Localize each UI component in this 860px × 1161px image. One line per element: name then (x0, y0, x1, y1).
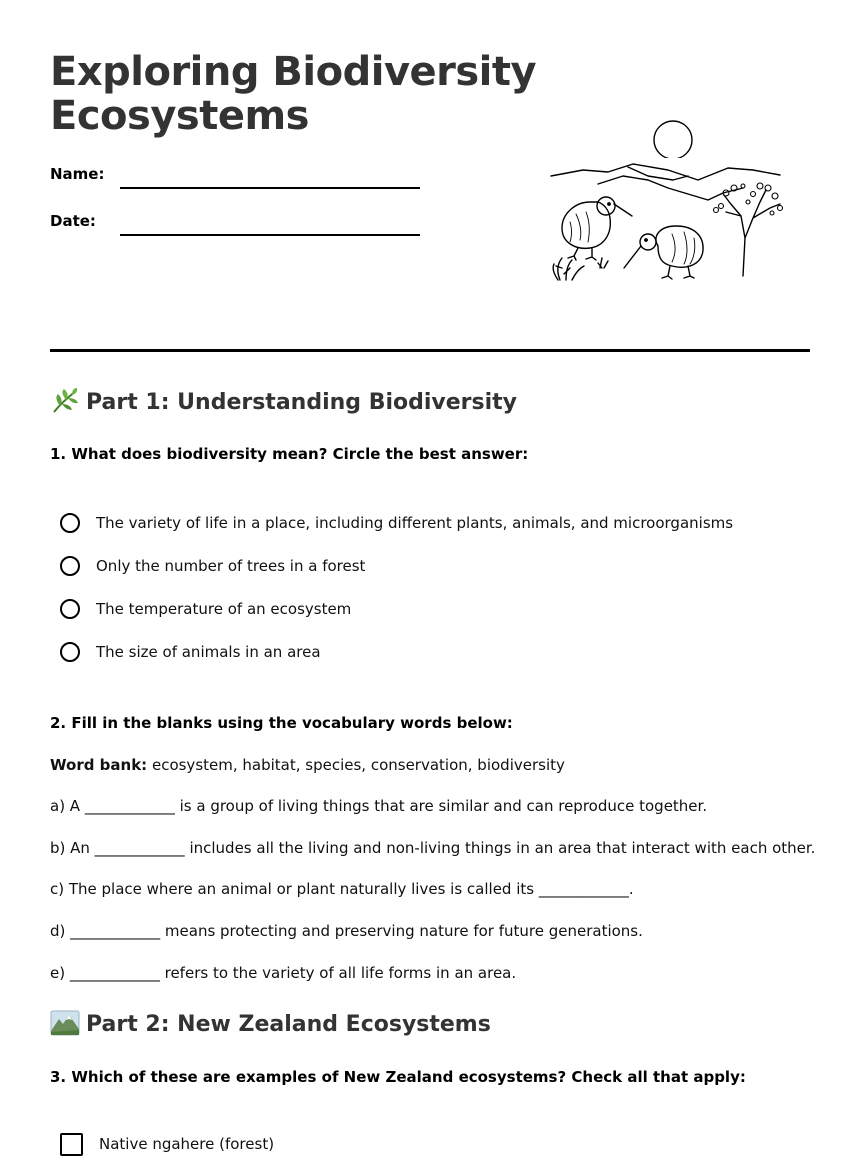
fern-icon (553, 258, 584, 280)
q1-option-label: The variety of life in a place, including different plants, animals, and microorganisms (96, 514, 734, 532)
radio-circle-icon[interactable] (60, 642, 80, 662)
kiwi-icon (656, 226, 703, 267)
blank-item-a: a) A ____________ is a group of living things that are similar and can reproduce together. (50, 797, 708, 815)
checkbox-icon[interactable] (60, 1133, 83, 1156)
section-divider (50, 349, 810, 352)
date-field[interactable] (120, 234, 420, 236)
question-1-prompt: 1. What does biodiversity mean? Circle the best answer: (50, 445, 529, 463)
q1-option-2[interactable] (60, 554, 365, 578)
name-label: Name: (50, 165, 105, 183)
q1-option-3[interactable] (60, 597, 351, 621)
mountain-landscape-icon (50, 1010, 80, 1036)
part2-heading (50, 1010, 491, 1037)
q1-option-label: The size of animals in an area (96, 643, 321, 661)
word-bank-label: Word bank: (50, 756, 148, 774)
worksheet-title (50, 50, 536, 138)
radio-circle-icon[interactable] (60, 513, 80, 533)
part2-heading-text: Part 2: New Zealand Ecosystems (86, 1012, 491, 1037)
q1-option-1[interactable] (60, 511, 733, 535)
question-3-prompt: 3. Which of these are examples of New Zealand ecosystems? Check all that apply: (50, 1068, 746, 1086)
radio-circle-icon[interactable] (60, 556, 80, 576)
part1-heading (50, 388, 517, 415)
blank-item-c: c) The place where an animal or plant naturally lives is called its ____________. (50, 880, 634, 898)
word-bank (50, 756, 565, 774)
name-field[interactable] (120, 187, 420, 189)
date-label: Date: (50, 212, 96, 230)
q1-option-4[interactable] (60, 640, 321, 664)
part1-heading-text: Part 1: Understanding Biodiversity (86, 390, 518, 415)
herb-icon (50, 388, 80, 414)
q3-option-label: Native ngahere (forest) (99, 1135, 275, 1153)
q1-option-label: Only the number of trees in a forest (96, 557, 366, 575)
q1-option-label: The temperature of an ecosystem (96, 600, 352, 618)
radio-circle-icon[interactable] (60, 599, 80, 619)
worksheet-title-text: Exploring Biodiversity Ecosystems (50, 49, 537, 139)
blank-item-d: d) ____________ means protecting and preserving nature for future generations. (50, 922, 643, 940)
sun-icon (654, 121, 692, 159)
kiwi-icon (562, 202, 610, 248)
kiwi-landscape-illustration (548, 118, 788, 283)
blank-item-e: e) ____________ refers to the variety of all life forms in an area. (50, 964, 517, 982)
q3-option-1[interactable] (60, 1132, 274, 1156)
word-bank-words: ecosystem, habitat, species, conservation, biodiversity (151, 756, 565, 774)
question-2-prompt: 2. Fill in the blanks using the vocabulary words below: (50, 714, 513, 732)
blank-item-b: b) An ____________ includes all the living and non-living things in an area that interact with each other. (50, 839, 816, 857)
